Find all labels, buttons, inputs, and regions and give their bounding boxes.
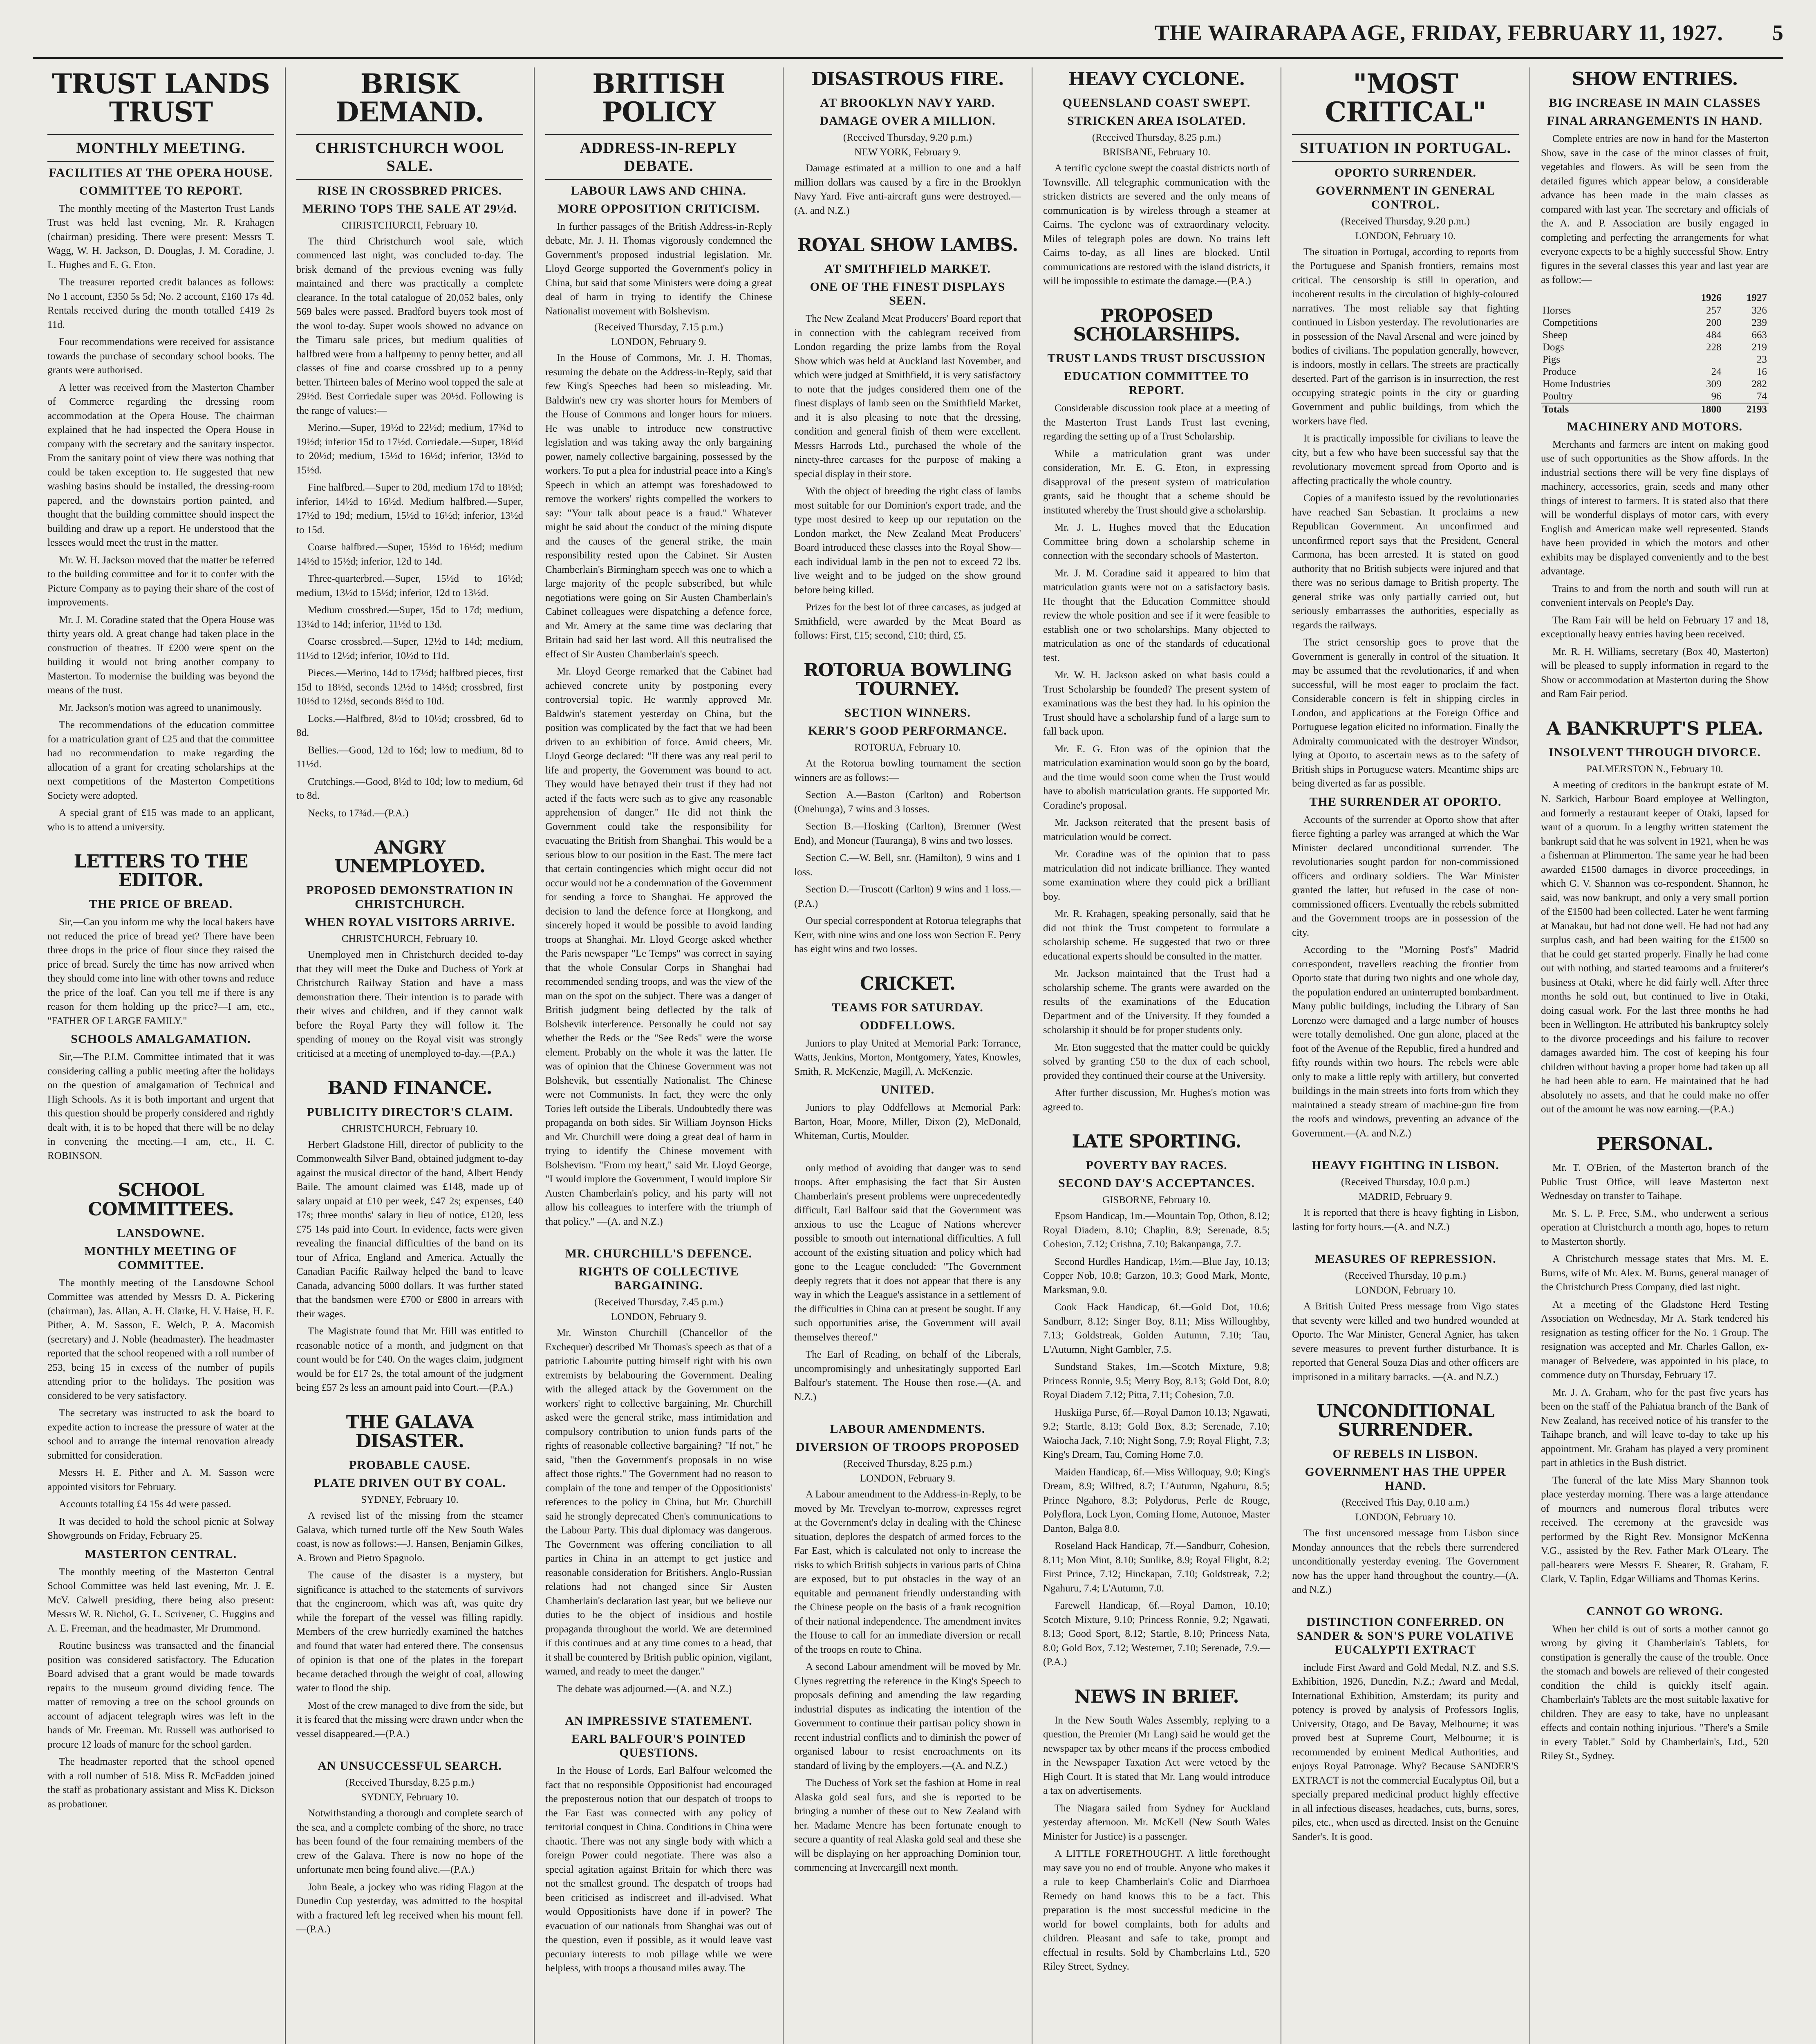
paragraph: In the New South Wales Assembly, replying to a question, the Premier (Mr Lang) said he would get the newspaper tax by other means if the process embodied in the Newspaper Taxation Act were vetoed by the High Court. It is stated that Mr. Lang would introduce a tax on advertisements. — [1043, 1715, 1270, 1797]
paragraph: The Magistrate found that Mr. Hill was entitled to reasonable notice of a month, and judgment on that count would be for £40. On the wages claim, judgment would be for £17 2s, the total amount of the judgment being £57 2s less an amount paid into Court.—(P.A.) — [296, 1326, 523, 1394]
dateline: SYDNEY, February 10. — [361, 1494, 459, 1506]
dateline: GISBORNE, February 10. — [1102, 1195, 1211, 1206]
paragraph: Huskiiga Purse, 6f.—Royal Damon 10.13; Ngawati, 9.2; Startle, 8.13; Gold Box, 8.3; Serenade, 7.10; Waiocha Jack, 7.10; Night Song, 7.9; Royal Flight, 7.3; King's Dream, Tau, Coming Home 7.0. — [1043, 1407, 1270, 1461]
article-letters — [47, 852, 274, 1163]
paragraph: The secretary was instructed to ask the board to expedite action to increase the pressure of water at the school and to arrange the internal renovation already submitted for consideration. — [47, 1407, 274, 1461]
deck: DIVERSION OF TROOPS PROPOSED — [795, 1440, 1020, 1454]
paragraph: After further discussion, Mr. Hughes's motion was agreed to. — [1043, 1087, 1270, 1113]
paragraph: Necks, to 17¾d.—(P.A.) — [308, 807, 409, 819]
table-row — [1541, 354, 1769, 366]
paragraph: Mr. J. A. Graham, who for the past five years has been on the staff of the Pahiatua branch of the Bank of New Zealand, has received notice of his transfer to the Taihape branch, and will leave to-day to take up his appointment. Mr. Graham has played a very prominent part in athletics in the Bush district. — [1541, 1387, 1769, 1469]
table-cell: 2193 — [1723, 403, 1769, 416]
article-cricket — [794, 975, 1021, 1143]
headline: SCHOOL COMMITTEES. — [88, 1180, 234, 1220]
article-late-sporting — [1043, 1132, 1270, 1670]
table-cell: 484 — [1706, 329, 1722, 341]
paragraph: It was decided to hold the school picnic at Solway Showgrounds on Friday, February 25. — [47, 1516, 274, 1542]
deck: AT SMITHFIELD MARKET. — [824, 262, 991, 276]
headline: PROPOSED SCHOLARSHIPS. — [1073, 305, 1240, 345]
paragraph: Fine halfbred.—Super to 20d, medium 17d to 18½d; inferior, 14½d to 16½d. Medium halfbred.—Super, 17½d to 19d; medium, 15½d to 16½d; inferior, 13½d to 15d. — [296, 482, 523, 536]
paragraph: It is reported that there is heavy fighting in Lisbon, lasting for forty hours.—(A. and N.Z.) — [1292, 1207, 1519, 1233]
paragraph: Sir,—Can you inform me why the local bakers have not reduced the price of bread yet? There have been three drops in the price of flour since they raised the price of bread. Surely the time has now arrived when they should come into line with other towns and reduce the price of the loaf. Can you tell me if there is any reason for them holding up the price?—I am, etc., "FATHER OF LARGE FAMILY." — [47, 917, 274, 1026]
paragraph: Mr. S. L. P. Free, S.M., who underwent a serious operation at Christchurch a month ago, hopes to return to Masterton shortly. — [1541, 1208, 1769, 1247]
received-time: (Received This Day, 0.10 a.m.) — [1341, 1497, 1469, 1508]
paragraph: Messrs H. E. Pither and A. M. Sasson were appointed visitors for February. — [47, 1467, 274, 1493]
deck: AT BROOKLYN NAVY YARD. — [820, 96, 995, 110]
received-time: (Received Thursday, 10.0 p.m.) — [1341, 1177, 1470, 1188]
paragraph: Crutchings.—Good, 8½d to 10d; low to medium, 6d to 8d. — [296, 776, 523, 802]
paragraph: When her child is out of sorts a mother cannot go wrong by giving it Chamberlain's Tablets, for constipation is generally the cause of the trouble. Once the stomach and bowels are relieved of their congested condition the child is quickly itself again. Chamberlain's Tablets are the most suitable laxative for children. They are easy to take, have no unpleasant effects and contain nothing injurious. "There's a Smile in every Tablet." Sold by Chamberlain's, Ltd., 520 Riley St., Sydney. — [1541, 1623, 1769, 1762]
table-cell: Pigs — [1543, 354, 1561, 365]
headline: AN UNSUCCESSFUL SEARCH. — [318, 1759, 502, 1773]
table-cell: 23 — [1757, 354, 1767, 365]
newspaper-title: THE WAIRARAPA AGE, FRIDAY, FEBRUARY 11, 1927. — [1154, 20, 1723, 45]
paragraph: Juniors to play United at Memorial Park: Torrance, Watts, Jenkins, Morton, Montgomery, Yates, Knowles, Smith, R. McKenzie, Magill, A. McKenzie. — [794, 1038, 1021, 1077]
article-trust-lands — [47, 70, 274, 834]
headline: CRICKET. — [860, 973, 956, 994]
article-measures-of-repression — [1292, 1252, 1519, 1384]
deck: SCHOOLS AMALGAMATION. — [71, 1032, 251, 1046]
paragraph: Mr. Winston Churchill (Chancellor of the Exchequer) described Mr Thomas's speech as that of a patriotic Labourite putting himself right with his own extremists by belabouring the Government. Dealing with the alleged attack by the Government on the workers' right to collective bargaining, Mr. Churchill asked were the general strike, mass intimidation and compulsory contribution to union funds parts of the rights of reasonable collective bargaining? "If not," he said, "then the Government's proposals in no wise affect those rights." The Government had no reason to complain of the tone and temper of the Oppositionists' references to the policy in China, but Mr. Churchill said he strongly deprecated Chen's communications to the Labour Party. This dual diplomacy was dangerous. The Government was offering conciliation to all parties in China in an attempt to get justice and reasonable consideration for Britishers. Anglo-Russian relations had not changed since Sir Austen Chamberlain's declaration last year, but we believe our duties to be the object of insidious and hostile propaganda throughout the world. We are determined if this continues and at any time comes to a head, that it shall be countered by British public opinion, vigilant, warned, and ready to meet the danger." — [545, 1327, 772, 1677]
table-header-cell: 1927 — [1747, 292, 1767, 303]
deck: STRICKEN AREA ISOLATED. — [1067, 114, 1246, 128]
deck: EARL BALFOUR'S POINTED QUESTIONS. — [571, 1732, 746, 1760]
paragraph: The third Christchurch wool sale, which commenced last night, was concluded to-day. The brisk demand of the previous evening was fully maintained and there was practically a complete clearance. In the total catalogue of 20,052 bales, only 569 bales were passed. Bradford buyers took most of the wool to-day. Super wools showed no advance on the Timaru sale prices, but medium qualities of halfbred were from a halfpenny to penny better, and all classes of fine and coarse crossbred up to a penny better. Thirteen bales of Merino wool topped the sale at 29½d. Best Corriedale super was 20½d. Following is the range of values:— — [296, 235, 523, 416]
dateline: LONDON, February 9. — [611, 1311, 707, 1323]
paragraph: A LITTLE FORETHOUGHT. A little forethought may save you no end of trouble. Anyone who makes it a rule to keep Chamberlain's Colic and Diarrhoea Remedy on hand knows this to be a fact. This preparation is the most successful medicine in the world for bowel complaints, both for adults and children. Pleasant and safe to take, prompt and effectual in results. Sold by Chamberlains Ltd., 520 Riley Street, Sydney. — [1043, 1848, 1270, 1972]
headline: HEAVY CYCLONE. — [1068, 69, 1245, 90]
paragraph: Herbert Gladstone Hill, director of publicity to the Commonwealth Silver Band, obtained judgment to-day against the musical director of the band, Albert Hendy Baile. The amount claimed was £148, made up of salary unpaid at £10 per week, £47 2s; expenses, £40 17s; three months' salary in lieu of notice, £120, less £75 14s paid into Court. In evidence, facts were given revealing the financial difficulties of the band on its tour of Africa, England and America. Actually the Canadian Pacific Railway helped the band to leave Canada, advancing 5000 dollars. It was further stated that the bandsmen were £700 or £800 in arrears with their wages. — [296, 1139, 523, 1320]
table-cell: Horses — [1543, 305, 1571, 316]
headline: MR. CHURCHILL'S DEFENCE. — [565, 1247, 752, 1261]
paragraph: A second Labour amendment will be moved by Mr. Clynes regretting the reference in the King's Speech to proposals defining and amending the law regarding industrial disputes as indicating the intention of the Government to continue their partisan policy shown in recent industrial conflicts and to diminish the power of organised labour to resist encroachments on its standard of living by the employers.—(A. and N.Z.) — [794, 1661, 1021, 1771]
deck: COMMITTEE TO REPORT. — [79, 184, 243, 197]
paragraph: Mr. Jackson's motion was agreed to unanimously. — [59, 702, 262, 713]
paragraph: The Niagara sailed from Sydney for Auckland yesterday afternoon. Mr. McKell (New South Wales Minister for Justice) is a passenger. — [1043, 1802, 1270, 1842]
dateline: LONDON, February 9. — [860, 1473, 956, 1484]
article-unsuccessful-search — [296, 1759, 523, 1937]
paragraph: Mr. Lloyd George remarked that the Cabinet had achieved concrete unity by postponing every controversial topic. He warmly approved Mr. Baldwin's statement yesterday on China, but the position was complicated by the fact that we had been driven to an exhibition of force. Amid cheers, Mr. Lloyd George declared: "If there was any real peril to life and property, the Government was bound to act. They would have betrayed their trust if they had not acted if the facts were such as to give any reasonable apprehension of danger." He did not think the Government could take the responsibility for evacuating the British from Shanghai. This would be a serious blow to our position in the East. The mere fact that certain contingencies which might occur did not occur would not be a condemnation of the Government for sending a force to Shanghai. He approved the decision to land the defence force at Hongkong, and sincerely hoped it would be possible to avoid landing troops at Shanghai. Mr. Lloyd George asked whether the Paris newspaper "Le Temps" was correct in saying that the whole Consular Corps in Shanghai had recommended sending troops, and was the view of the man on the spot on the subject. There was a danger of British judgment being deflected by the talk of Bolshevik interference. Personally he could not say whether the Reds or the "See Reds" were the worse element. Probably on the whole it was the latter. He was of opinion that the Chinese Government was not Bolshevik, but essentially Nationalist. The Chinese were not Communists. In fact, they were the only Tories left outside the Liberals. Undoubtedly there was propaganda on both sides. Sir William Joynson Hicks and Mr. Churchill were doing a great deal of harm in trying to identify the Chinese movement with Bolshevism. "From my heart," said Mr. Lloyd George, "I would implore the Government, I would implore Sir Austen Chamberlain's policy, and his party will not allow his colleagues to interfere with the triumph of that policy." —(A. and N.Z.) — [545, 666, 772, 1227]
deck: EDUCATION COMMITTEE TO REPORT. — [1064, 370, 1249, 397]
table-row — [1541, 341, 1769, 354]
paragraph: Damage estimated at a million to one and a half million dollars was caused by a fire in the Brooklyn Navy Yard. Five anti-aircraft guns were destroyed.—(A. and N.Z.) — [794, 163, 1021, 216]
table-cell: 282 — [1751, 378, 1767, 390]
paragraph: Prizes for the best lot of three carcases, as judged at Smithfield, were awarded by the Meat Board as follows: First, £15; second, £10; third, £5. — [794, 602, 1021, 641]
deck: OPORTO SURRENDER. — [1334, 166, 1477, 179]
table-cell: 200 — [1706, 317, 1722, 328]
received-time: (Received Thursday, 9.20 p.m.) — [843, 132, 972, 143]
table-cell: 96 — [1711, 390, 1722, 402]
deck: GOVERNMENT IN GENERAL CONTROL. — [1316, 184, 1495, 211]
article-royal-show-lambs — [794, 236, 1021, 643]
paragraph: A Christchurch message states that Mrs. M. E. Burns, wife of Mr. Alex. M. Burns, general manager of the Christchurch Press Company, died last night. — [1541, 1253, 1769, 1293]
deck: OF REBELS IN LISBON. — [1332, 1447, 1478, 1461]
paragraph: Unemployed men in Christchurch decided to-day that they will meet the Duke and Duchess of York at Christchurch Railway Station and have a mass demonstration there. Their intention is to parade with their wives and children, and if they cannot walk before the Royal Party they will follow it. The spending of money on the Royal visit was strongly criticised at a meeting of unemployed to-day.—(P.A.) — [296, 949, 523, 1059]
headline: UNCONDITIONAL SURRENDER. — [1317, 1401, 1494, 1441]
dateline: LONDON, February 10. — [1355, 1285, 1456, 1296]
dateline: LONDON, February 10. — [1355, 230, 1456, 242]
deck: LANSDOWNE. — [117, 1226, 205, 1240]
article-angry-unemployed — [296, 838, 523, 1061]
paragraph: At a meeting of the Gladstone Herd Testing Association on Wednesday, Mr A. Stark tendered his resignation as testing officer for the No. 1 Group. The resignation was accepted and Mr. Charles Gallon, ex-manager of Belvedere, was appointed in his place, to commence duty on Thursday, February 17. — [1541, 1299, 1769, 1381]
paragraph: A terrific cyclone swept the coastal districts north of Townsville. All telegraphic communication with the stricken districts are severed and the only means of communication is by wireless through a steamer at Cairns. The cyclone was of extraordinary velocity. Miles of telegraph poles are down. No trains left Cairns to-day, as all lines are blocked. Until communications are restored with the island districts, it will be impossible to estimate the damage.—(P.A.) — [1043, 163, 1270, 287]
paragraph: Coarse crossbred.—Super, 12½d to 14d; medium, 11½d to 12½d; inferior, 10½d to 11d. — [296, 636, 523, 661]
article-show-entries — [1541, 70, 1769, 702]
paragraph: Mr. R. H. Williams, secretary (Box 40, Masterton) will be pleased to supply information in regard to the Show or accommodation at Masterton during the Show and Ram Fair period. — [1541, 646, 1769, 700]
paragraph: Merino.—Super, 19½d to 22½d; medium, 17¾d to 19½d; inferior 15d to 17½d. Corriedale.—Super, 18¼d to 20½d; medium, 15½d to 16½d; inferior, 13½d to 15½d. — [296, 422, 523, 476]
paragraph: Juniors to play Oddfellows at Memorial Park: Barton, Hoar, Moore, Miller, Dixon (2), McDonald, Whiteman, Curtis, Moulder. — [794, 1102, 1021, 1142]
masthead — [33, 8, 1783, 59]
paragraph: only method of avoiding that danger was to send troops. After emphasising the fact that Sir Austen Chamberlain's present problems were unprecedentedly difficult, Earl Balfour said that the Government was anxious to use the League of Nations wherever possible to smooth out international difficulties. A full account of the existing situation and policy which had gone to the League concluded: "The Government deeply regrets that it does not appear that there is any way in which the League's assistance in a settlement of the difficulties in China can at present be sought. If any such opportunities arise, the Government will avail themselves thereof." — [794, 1162, 1021, 1343]
deck: GOVERNMENT HAS THE UPPER HAND. — [1305, 1465, 1506, 1493]
dateline: MADRID, February 9. — [1358, 1191, 1453, 1203]
headline: THE GALAVA DISASTER. — [346, 1412, 474, 1452]
advertisement-cannot-go-wrong — [1541, 1605, 1769, 1764]
table-cell: 309 — [1706, 378, 1722, 390]
paragraph: Accounts totalling £4 15s 4d were passed. — [59, 1499, 231, 1510]
article-labour-amendments — [794, 1422, 1021, 1875]
dateline: CHRISTCHURCH, February 10. — [341, 220, 478, 231]
headline: BRISK DEMAND. — [336, 68, 484, 128]
paragraph: While a matriculation grant was under consideration, Mr. E. G. Eton, in expressing disapproval of the present system of matriculation grants, said he thought that a scheme should be instituted whereby the Trust should give a scholarship. — [1043, 448, 1270, 516]
table-row — [1541, 305, 1769, 317]
paragraph: Farewell Handicap, 6f.—Royal Damon, 10.10; Scotch Mixture, 9.10; Princess Ronnie, 9.2; Ngawati, 8.13; Good Sport, 8.12; Startle, 8.10; Princess Nata, 8.0; Gold Box, 7.12; Westerner, 7.10; Serenade, 7.9.—(P.A.) — [1043, 1600, 1270, 1668]
paragraph: Medium crossbred.—Super, 15d to 17d; medium, 13¼d to 14d; inferior, 11½d to 13d. — [296, 605, 523, 630]
paragraph: Complete entries are now in hand for the Masterton Show, save in the case of the minor classes of fruit, vegetables and flowers. As will be seen from the detailed figures which appear below, a considerable advance has been made in the main classes as compared with last year. The secretary and officials of the A. and P. Association are busily engaged in completing and perfecting the arrangements for what everyone expects to be a highly successful Show. Entry figures in the several classes this year and last year are as follow:— — [1541, 133, 1769, 286]
received-time: (Received Thursday, 9.20 p.m.) — [1341, 215, 1470, 227]
headline: BRITISH POLICY — [592, 68, 725, 128]
table-cell: 16 — [1757, 366, 1767, 377]
paragraph: A revised list of the missing from the steamer Galava, which turned turtle off the New South Wales coast, is now as follows:—J. Hansen, Benjamin Gilkes, A. Brown and Pietro Spagnolo. — [296, 1510, 523, 1564]
table-row — [1541, 329, 1769, 341]
subhead: MONTHLY MEETING. — [47, 134, 274, 162]
table-row — [1541, 366, 1769, 378]
deck: FINAL ARRANGEMENTS IN HAND. — [1547, 114, 1763, 128]
table-cell: 1800 — [1677, 403, 1723, 416]
paragraph: A British United Press message from Vigo states that seventy were killed and two hundred wounded at Oporto. The War Minister, General Agnier, has taken severe measures to prevent further disturbance. It is reported that General Souza Dias and other officers are imprisoned in a military barracks. —(A. and N.Z.) — [1292, 1301, 1519, 1383]
deck: MASTERTON CENTRAL. — [85, 1547, 237, 1561]
article-proposed-scholarships — [1043, 307, 1270, 1114]
paragraph: Section C.—W. Bell, snr. (Hamilton), 9 wins and 1 loss. — [794, 852, 1021, 878]
paragraph: Sir,—The P.I.M. Committee intimated that it was considering calling a public meeting after the holidays on the question of amalgamation of Technical and High Schools. As it is both important and urgent that this question should be properly considered and rightly dealt with, it is to be hoped that there will be no delay in convening the meeting.—I am, etc., H. C. ROBINSON. — [47, 1051, 274, 1161]
column-1 — [37, 67, 286, 2044]
headline: SHOW ENTRIES. — [1572, 69, 1738, 90]
deck: DAMAGE OVER A MILLION. — [820, 114, 996, 128]
paragraph: The situation in Portugal, according to reports from the Portuguese and Spanish frontiers, remains most critical. The censorship is still in operation, and incoherent results in the circulation of highly-coloured narratives. The most reliable say that fighting continued in Lisbon yesterday. The revolutionaries are in possession of the Naval Arsenal and were joined by bodies of civilians. The population generally, however, is indoors, mostly in cellars. The streets are practically deserted. Part of the garrison is in insurrection, the rest occupying strategic points in the city or guarding Government and public buildings, from which the workers have fled. — [1292, 246, 1519, 427]
paragraph: Mr. J. L. Hughes moved that the Education Committee bring down a scholarship scheme in connection with the secondary schools of Masterton. — [1043, 522, 1270, 562]
deck: MONTHLY MEETING OF COMMITTEE. — [84, 1244, 237, 1272]
paragraph: The treasurer reported credit balances as follows: No 1 account, £350 5s 5d; No. 2 account, £160 17s 4d. Rentals received during the month totalled £419 2s 11d. — [47, 277, 274, 330]
paragraph: It is practically impossible for civilians to leave the city, but a few who have been successful say that the revolutionary movement spread from Oporto and is affecting practically the whole country. — [1292, 433, 1519, 486]
column-2 — [286, 67, 535, 2044]
paragraph: Mr. Eton suggested that the matter could be quickly solved by granting £50 to the dux of each school, provided they continued their course at the University. — [1043, 1042, 1270, 1081]
article-unconditional-surrender — [1292, 1402, 1519, 1597]
paragraph: The debate was adjourned.—(A. and N.Z.) — [557, 1683, 732, 1694]
paragraph: A meeting of creditors in the bankrupt estate of M. N. Sarkich, Harbour Board employee at Wellington, and formerly a restaurant keeper of Otaki, lapsed for want of a quorum. In a lengthy written statement the bankrupt said that he was solvent in 1921, when he was a fisherman at Plimmerton. The same year he had been awarded £1500 damages in divorce proceedings, in which G. V. Shannon was co-respondent. Shannon, he said, was now bankrupt, and only a very small portion of the £1500 had been collected. Later he went farming at Manakau, but had not done well. He had not had any surplus cash, and had been waiting for the £1500 so that he could get started properly. Finally he had come out with nothing, and started tearooms and a fruiterer's business at Otaki, where he did fairly well. After three months he sold out, but continued to live in Otaki, doing casual work. For the last three months he had been in Wellington. He attributed his bankruptcy solely to the divorce proceedings and his failure to recover damages awarded him. The cost of keeping his four children without having a proper home had taken up all he had been able to earn. He maintained that he had absolutely no assets, and that he could make no offer out of the amount he was now earning.—(P.A.) — [1541, 779, 1769, 1115]
table-header-cell — [1541, 291, 1677, 305]
paragraph: The cause of the disaster is a mystery, but significance is attached to the statements of survivors that the engineroom, which was aft, was quite dry while the forepart of the vessel was filling rapidly. Members of the crew hurriedly examined the hatches and found that water had entered there. The consensus of opinion is that one of the plates in the forepart became detached through the weight of coal, allowing water to flood the ship. — [296, 1570, 523, 1694]
deck: QUEENSLAND COAST SWEPT. — [1062, 96, 1251, 110]
table-cell — [1677, 354, 1723, 366]
paragraph: John Beale, a jockey who was riding Flagon at the Dunedin Cup yesterday, was admitted to the hospital with a fractured left leg received when his mount fell.—(P.A.) — [296, 1881, 523, 1935]
table-cell: 228 — [1706, 341, 1722, 353]
paragraph: Routine business was transacted and the financial position was considered satisfactory. The Education Board advised that a grant would be made towards repairs to the museum ground dividing fence. The matter of removing a tree on the school grounds on account of adjacent telegraph wires was left in the hands of Mr. Freeman. Mr. Russell was authorised to procure 12 loads of manure for the school garden. — [47, 1640, 274, 1750]
table-row — [1541, 378, 1769, 390]
deck: RISE IN CROSSBRED PRICES. — [317, 184, 502, 197]
article-wool-sale — [296, 70, 523, 820]
table-cell: 239 — [1751, 317, 1767, 328]
headline: TRUST LANDS TRUST — [52, 68, 270, 128]
paragraph: include First Award and Gold Medal, N.Z. and S.S. Exhibition, 1926, Dunedin, N.Z.; Award and Medal, International Exhibition, Amsterdam; its purity and potency is proved by analysis of Professors Inglis, University, Otago, and De Bavay, Melbourne; it was proved best at Supreme Court, Melbourne; it is recommended by eminent Medical Authorities, and enjoys Royal Patronage. Why? Because SANDER'S EXTRACT is not the commercial Eucalyptus Oil, but a specially prepared medicinal product highly effective in all infectious diseases, headaches, cuts, burns, sores, piles, etc., when used as directed. Insist on the Genuine Sander's. It is good. — [1292, 1662, 1519, 1842]
deck: SECOND DAY'S ACCEPTANCES. — [1058, 1177, 1255, 1190]
deck: FACILITIES AT THE OPERA HOUSE. — [49, 166, 273, 179]
received-time: (Received Thursday, 10 p.m.) — [1345, 1270, 1466, 1282]
paragraph: Second Hurdles Handicap, 1½m.—Blue Jay, 10.13; Copper Nob, 10.8; Garzon, 10.3; Good Mark, Monte, Marksman, 9.0. — [1043, 1256, 1270, 1295]
paragraph: Section A.—Baston (Carlton) and Robertson (Onehunga), 7 wins and 3 losses. — [794, 789, 1021, 815]
table-row — [1541, 390, 1769, 403]
deck: MACHINERY AND MOTORS. — [1567, 419, 1743, 433]
subhead: ADDRESS-IN-REPLY DEBATE. — [545, 134, 772, 180]
headline: ROYAL SHOW LAMBS. — [797, 235, 1018, 256]
table-cell: Dogs — [1543, 341, 1564, 353]
deck: ONE OF THE FINEST DISPLAYS SEEN. — [810, 280, 1005, 308]
headline: AN IMPRESSIVE STATEMENT. — [565, 1714, 752, 1728]
paragraph: Trains to and from the north and south will run at convenient intervals on People's Day. — [1541, 583, 1769, 609]
table-total-row — [1541, 403, 1769, 416]
article-rotorua-bowling — [794, 661, 1021, 957]
table-row — [1541, 317, 1769, 329]
paragraph: The monthly meeting of the Lansdowne School Committee was attended by Messrs D. A. Pickering (chairman), Jas. Allan, A. H. Clarke, H. V. Haise, H. E. Pither, A. M. Sasson, E. Welch, P. A. Macomish (secretary) and J. Noble (headmaster). The headmaster reported that the school reopened with a roll number of 253, being 15 in excess of the number of pupils attending prior to the holidays. The position was considered to be very satisfactory. — [47, 1277, 274, 1401]
dateline: PALMERSTON N., February 10. — [1586, 763, 1723, 775]
table-cell: Poultry — [1543, 390, 1573, 402]
paragraph: Pieces.—Merino, 14d to 17½d; halfbred pieces, first 15d to 18½d, seconds 12½d to 14½d; crossbred, first 10½d to 12½d, seconds 8½d to 10d. — [296, 668, 523, 707]
received-time: (Received Thursday, 7.15 p.m.) — [594, 322, 723, 333]
article-news-in-brief — [1043, 1688, 1270, 1974]
paragraph: Sundstand Stakes, 1m.—Scotch Mixture, 9.8; Princess Ronnie, 9.5; Merry Boy, 8.13; Gold Dot, 8.0; Royal Diadem 7.12; Pitta, 7.11; Cohesion, 7.0. — [1043, 1361, 1270, 1401]
received-time: (Received Thursday, 8.25 p.m.) — [843, 1458, 972, 1470]
deck: SECTION WINNERS. — [844, 706, 971, 720]
paragraph: Merchants and farmers are intent on making good use of such opportunities as the Show affords. In the industrial sections there will be very fine displays of machinery, accessories, grain, seeds and many other things of interest to farmers. It is stated also that there will be wonderful displays of motor cars, with every English and American make well represented. Stands have been provided in which the motors and other exhibits may be displayed conveniently and to the best advantage. — [1541, 439, 1769, 577]
paragraph: Section B.—Hosking (Carlton), Bremner (West End), and Moneur (Tauranga), 8 wins and two losses. — [794, 821, 1021, 846]
column-5 — [1032, 67, 1281, 2044]
table-cell: Produce — [1543, 366, 1576, 377]
paragraph: Mr. J. M. Coradine stated that the Opera House was thirty years old. A great change had taken place in the construction of theatres. If £200 were spent on the building it would not bring another company to Masterton. To modernise the building was beyond the means of the trust. — [47, 614, 274, 696]
paragraph: The monthly meeting of the Masterton Central School Committee was held last evening, Mr. J. E. McV. Calwell presiding, there being also present: Messrs W. R. Nichol, G. L. Scrivener, C. Huggins and A. E. Freeman, and the headmaster, Mr Drummond. — [47, 1566, 274, 1634]
paragraph: The monthly meeting of the Masterton Trust Lands Trust was held last evening, Mr. R. Krahagen (chairman) presiding. There were present: Messrs T. Wagg, W. H. Jackson, D. Douglas, J. M. Coradine, J. L. Hughes and E. G. Eton. — [47, 203, 274, 271]
deck: KERR'S GOOD PERFORMANCE. — [808, 724, 1007, 738]
headline: PERSONAL. — [1597, 1133, 1713, 1154]
paragraph: The New Zealand Meat Producers' Board report that in connection with the cablegram received from London regarding the prize lambs from the Royal Show which was held at Auckland last November, and which were judged at Smithfield, it is very satisfactory to note that the judges considered them one of the finest displays of lamb seen on the Smithfield Market, and it is also pleasing to note that the dressing, condition and general finish of them were excellent. Messrs Harrods Ltd., purchased the whole of the ninety-three carcases for the purpose of making a special display in their store. — [794, 313, 1021, 480]
article-british-policy — [545, 70, 772, 1229]
paragraph: Notwithstanding a thorough and complete search of the sea, and a complete combing of the shore, no trace has been found of the four remaining members of the crew of the Galava. There is now no hope of the unfortunate men being found alive.—(P.A.) — [296, 1808, 523, 1876]
deck: PROBABLE CAUSE. — [349, 1458, 470, 1472]
article-bankrupts-plea — [1541, 719, 1769, 1117]
dateline: NEW YORK, February 9. — [854, 147, 961, 158]
table-cell: 74 — [1757, 390, 1767, 402]
paragraph: Mr. E. G. Eton was of the opinion that the matriculation examination would soon go by the board, and the time would soon come when the Trust would have to abolish matriculation grants. He supported Mr. Coradine's proposal. — [1043, 743, 1270, 811]
paragraph: Mr. T. O'Brien, of the Masterton branch of the Public Trust Office, will leave Masterton next Wednesday on transfer to Taihape. — [1541, 1162, 1769, 1202]
deck: INSOLVENT THROUGH DIVORCE. — [1548, 745, 1761, 759]
paragraph: According to the "Morning Post's" Madrid correspondent, travellers reaching the frontier from Oporto state that during two nights and one whole day, the population endured an uninterrupted bombardment. Many public buildings, including the Library of San Lorenzo were damaged and a large number of houses were totally demolished. One gun alone, placed at the foot of the Avenue of the Republic, fired a hundred and fifty rounds within two hours. The rebels were able only to make a little reply with artillery, but converted buildings in the main streets into forts from which they maintained a steady stream of machine-gun fire from the roofs and windows, preventing an advance of the Government.—(A. and N.Z.) — [1292, 944, 1519, 1139]
column-3 — [535, 67, 784, 2044]
deck: PROPOSED DEMONSTRATION IN CHRISTCHURCH. — [306, 883, 513, 911]
article-impressive-statement — [545, 1714, 772, 1976]
headline: MEASURES OF REPRESSION. — [1314, 1252, 1496, 1266]
deck: THE PRICE OF BREAD. — [89, 897, 233, 911]
dateline: SYDNEY, February 10. — [361, 1792, 459, 1803]
deck: PUBLICITY DIRECTOR'S CLAIM. — [307, 1105, 513, 1119]
advertisement-sanders — [1292, 1615, 1519, 1845]
deck: THE SURRENDER AT OPORTO. — [1309, 795, 1502, 809]
paragraph: Accounts of the surrender at Oporto show that after fierce fighting a parley was arranged at which the War Minister declared unconditional surrender. The revolutionaries sought pardon for non-commissioned officers and ordinary soldiers. The War Minister granted the latter, but refused in the case of non-commissioned officers. Eventually the rebels submitted and the Government troops are in possession of the city. — [1292, 814, 1519, 938]
table-cell: 24 — [1711, 366, 1722, 377]
paragraph: Coarse halfbred.—Super, 15½d to 16½d; medium 14½d to 15½d; inferior, 12d to 14d. — [296, 542, 523, 567]
headline: ROTORUA BOWLING TOURNEY. — [803, 659, 1012, 700]
table-cell: 326 — [1751, 305, 1767, 316]
headline: LABOUR AMENDMENTS. — [830, 1422, 985, 1436]
paragraph: Mr. W. H. Jackson moved that the matter be referred to the building committee and for it to confer with the Picture Company as to paying their share of the cost of improvements. — [47, 554, 274, 608]
headline: LATE SPORTING. — [1072, 1131, 1241, 1152]
paragraph: Mr. Jackson maintained that the Trust had a scholarship scheme. The grants were awarded on the results of the examinations of the Education Department and of the University. If they founded a scholarship it should be for proper students only. — [1043, 968, 1270, 1036]
deck: LABOUR LAWS AND CHINA. — [571, 184, 746, 197]
headline: LETTERS TO THE EDITOR. — [74, 851, 248, 891]
table-cell: Totals — [1541, 403, 1677, 416]
paragraph: Mr. Coradine was of the opinion that to pass matriculation did not indicate brilliance. They wanted some examination where they could pick a brilliant boy. — [1043, 849, 1270, 902]
paragraph: A special grant of £15 was made to an applicant, who is to attend a university. — [47, 807, 274, 833]
deck: ODDFELLOWS. — [860, 1018, 956, 1032]
dateline: LONDON, February 9. — [611, 336, 707, 348]
article-galava — [296, 1413, 523, 1741]
article-band-finance — [296, 1079, 523, 1395]
deck: BIG INCREASE IN MAIN CLASSES — [1549, 96, 1761, 110]
column-6 — [1281, 67, 1530, 2044]
column-4 — [784, 67, 1032, 2044]
dateline: BRISBANE, February 10. — [1102, 147, 1211, 158]
article-most-critical — [1292, 70, 1519, 1141]
columns — [37, 67, 1779, 2044]
paragraph: Mr. J. M. Coradine said it appeared to him that matriculation grants were not on a satisfactory basis. He thought that the Education Committee should review the whole position and see if it were feasible to establish one or two scholarships. Many objected to matriculation as one of the standards of educational test. — [1043, 567, 1270, 663]
paragraph: Considerable discussion took place at a meeting of the Masterton Trust Lands Trust last evening, regarding the setting up of a Trust Scholarship. — [1043, 403, 1270, 442]
received-time: (Received Thursday, 7.45 p.m.) — [594, 1297, 723, 1308]
paragraph: Locks.—Halfbred, 8½d to 10½d; crossbred, 6d to 8d. — [296, 713, 523, 739]
paragraph: Copies of a manifesto issued by the revolutionaries have reached San Sebastian. It proclaims a new Republican Government. An unconfirmed and unconfirmed report says that the President, General Carmona, has been arrested. It is stated on good authority that no British subjects were injured and that there was no serious damage to British property. The general strike was only partially carried out, but seriously embarrasses the authorities, especially as regards the railways. — [1292, 493, 1519, 631]
article-heavy-fighting-lisbon — [1292, 1159, 1519, 1234]
paragraph: In the House of Commons, Mr. J. H. Thomas, resuming the debate on the Address-in-Reply, said that few King's Speeches had been so misleading. Mr. Baldwin's new cry was shorter hours for Members of the House of Commons and longer hours for miners. He was unable to introduce new constructive legislation and was taking away the only bargaining power, namely collective bargaining, possessed by the workers. To put a plea for industrial peace into a King's Speech in which an attempt was foreshadowed to remove the workers' rights compelled the workers to say: "Your talk about peace is a fraud." Whatever might be said about the conduct of the mining dispute and the causes of the general strike, the main responsibility rested upon the Cabinet. Sir Austen Chamberlain's Birmingham speech was one to which a large majority of the people subscribed, but while negotiations were going on Sir Austen Chamberlain's Cabinet colleagues were dispatching a defence force, and Mr. Amery at the same time was declaring that Britain had said her last word. All this neutralised the effect of Sir Austen Chamberlain's speech. — [545, 352, 772, 660]
table-header — [1541, 291, 1769, 305]
lead-paragraph: In further passages of the British Address-in-Reply debate, Mr. J. H. Thomas vigorously condemned the Government's proposed industrial legislation. Mr. Lloyd George supported the Government's policy in China, but said that some Ministers were doing a great deal of harm in trying to identify the Chinese Nationalist movement with Bolshevism. — [545, 221, 772, 317]
deck: MORE OPPOSITION CRITICISM. — [557, 202, 760, 215]
paragraph: The Duchess of York set the fashion at Home in real Alaska gold seal furs, and she is reported to be bringing a number of these out to New Zealand with her. Madame Mencre has been fortunate enough to secure a quantity of real Alaska gold seal and these she will be displaying on her approaching Dominion tour, commencing at Invercargill next month. — [794, 1777, 1021, 1874]
paragraph: Mr. R. Krahagen, speaking personally, said that he did not think the Trust competent to formulate a scholarship scheme. He suggested that two or three educational experts should be consulted in the matter. — [1043, 908, 1270, 962]
dateline: ROTORUA, February 10. — [854, 742, 961, 753]
dateline: CHRISTCHURCH, February 10. — [341, 1123, 478, 1134]
entries-table — [1541, 291, 1769, 416]
paragraph: Bellies.—Good, 12d to 16d; low to medium, 8d to 11½d. — [296, 744, 523, 770]
subhead: CHRISTCHURCH WOOL SALE. — [296, 134, 523, 180]
paragraph: The strict censorship goes to prove that the Government is generally in control of the situation. It may be assumed that the revolutionaries, if and when successful, will be most eager to proclaim the fact. Considerable concern is felt in shipping circles in London, and applications at the Foreign Office and Portuguese legation elicited no information. Finally the Admiralty communicated with the destroyer Windsor, lying at Oporto, to ascertain news as to the safety of British ships in Portuguese waters. Meantime ships are being diverted as far as possible. — [1292, 637, 1519, 789]
paragraph: Four recommendations were received for assistance towards the purchase of secondary school books. The grants were authorised. — [47, 336, 274, 376]
paragraph: At the Rotorua bowling tournament the section winners are as follows:— — [794, 758, 1021, 783]
deck: UNITED. — [880, 1083, 935, 1097]
deck: RIGHTS OF COLLECTIVE BARGAINING. — [578, 1265, 739, 1293]
article-personal — [1541, 1135, 1769, 1587]
headline: ANGRY UNEMPLOYED. — [334, 837, 486, 877]
paragraph: Our special correspondent at Rotorua telegraphs that Kerr, with nine wins and one loss won Section E. Perry has eight wins and two losses. — [794, 915, 1021, 955]
paragraph: A letter was received from the Masterton Chamber of Commerce regarding the dressing room accommodation at the Opera House. The chairman explained that he had inspected the Opera House in company with the secretary and the sanitary inspector. From the sanitary point of view there was nothing that could be taken exception to. He suggested that new washing basins should be installed, the dressing-room papered, and the downstairs portion painted, and thought that the building committee should inspect the building and draw up a report. He understood that the lessees would meet the trust in the matter. — [47, 382, 274, 549]
deck: TRUST LANDS TRUST DISCUSSION — [1047, 352, 1266, 365]
table-header-cell: 1926 — [1701, 292, 1722, 303]
paragraph: Mr. W. H. Jackson asked on what basis could a Trust Scholarship be founded? The present system of examinations was the best they had. In his opinion the Trust should have a scholarship fund of a large sum to fall back upon. — [1043, 670, 1270, 737]
article-disastrous-fire — [794, 70, 1021, 218]
table-cell: Competitions — [1543, 317, 1598, 328]
paragraph: The Earl of Reading, on behalf of the Liberals, uncompromisingly and unhesitatingly supported Earl Balfour's statement. The House then rose.—(A. and N.Z.) — [794, 1349, 1021, 1403]
paragraph: Roseland Hack Handicap, 7f.—Sandburr, Cohesion, 8.11; Mon Mint, 8.10; Sunlike, 8.9; Royal Flight, 8.2; First Prince, 7.12; Hinckapan, 7.10; Goldstreak, 7.2; Ngahuru, 7.4; L'Autumn, 7.0. — [1043, 1540, 1270, 1594]
paragraph: A Labour amendment to the Address-in-Reply, to be moved by Mr. Trevelyan to-morrow, expresses regret at the Government's delay in dealing with the Chinese situation, deplores the despatch of armed forces to the Far East, which is calculated not only to increase the risks to which British subjects in various parts of China are exposed, but to put obstacles in the way of an equitable and permanent friendly understanding with the Chinese people on the basis of a frank recognition of their national independence. The amendment invites the House to call for an immediate diversion or recall of the troops en route to China. — [794, 1489, 1021, 1655]
dateline: CHRISTCHURCH, February 10. — [341, 933, 478, 945]
paragraph: Section D.—Truscott (Carlton) 9 wins and 1 loss.—(P.A.) — [794, 884, 1021, 909]
deck: PLATE DRIVEN OUT BY COAL. — [313, 1476, 506, 1490]
headline: DISTINCTION CONFERRED. ON SANDER & SON'S PURE VOLATIVE EUCALYPTI EXTRACT — [1297, 1615, 1514, 1656]
subhead: SITUATION IN PORTUGAL. — [1292, 134, 1519, 162]
paragraph: Epsom Handicap, 1m.—Mountain Top, Othon, 8.12; Royal Diadem, 8.10; Chaplin, 8.9; Serenade, 8.5; Cohesion, 7.12; Crishna, 7.10; Bakanpanga, 7.7. — [1043, 1210, 1270, 1250]
paragraph: The funeral of the late Miss Mary Shannon took place yesterday morning. There was a large attendance of mourners and numerous floral tributes were received. The ceremony at the graveside was performed by the Right Rev. Monsignor McKenna V.G., assisted by the Rev. Father Mark O'Leary. The pall-bearers were Messrs F. Shearer, R. Graham, F. Clark, V. Taplin, Edgar Williams and Thomas Kerins. — [1541, 1475, 1769, 1585]
table-cell: 257 — [1706, 305, 1722, 316]
paragraph: Maiden Handicap, 6f.—Miss Willoquay, 9.0; King's Dream, 8.9; Wilfred, 8.7; L'Autumn, Ngahuru, 8.5; Prince Ngahoro, 8.3; Polydorus, Perle de Rouge, Polyflora, Lock Lyon, Coming Home, Autonoe, Master Danton, Balga 8.0. — [1043, 1466, 1270, 1534]
article-churchill-defence — [545, 1247, 772, 1696]
paragraph: With the object of breeding the right class of lambs most suitable for our Dominion's export trade, and the type most desired to keep up our reputation on the London market, the New Zealand Meat Producers' Board introduced these classes into the Royal Show—each individual lamb in the pen not to exceed 72 lbs. live weight and to be judged on the show ground before being killed. — [794, 486, 1021, 596]
paragraph: Three-quarterbred.—Super, 15½d to 16½d; medium, 13½d to 15½d; inferior, 12d to 13½d. — [296, 573, 523, 598]
paragraph: The recommendations of the education committee for a matriculation grant of £25 and that the committee had no recommendation to make regarding the allocation of a grant for creating scholarships at the next competitions of the Masterton Competitions Society were adopted. — [47, 719, 274, 801]
headline: DISASTROUS FIRE. — [811, 69, 1004, 90]
paragraph: In the House of Lords, Earl Balfour welcomed the fact that no responsible Oppositionist had encouraged the preposterous notion that our despatch of troops to the Far East was connected with any policy of territorial conquest in China. Conditions in China were chaotic. There was not any single body with which a foreign Power could negotiate. There was also a special agitation against Britain for which there was not the smallest ground. The despatch of troops had been criticised as indiscreet and ill-advised. What would Oppositionists have done if in power? The evacuation of our nationals from Shanghai was out of the question, even if possible, as it would leave vast pecuniary interests to mob pillage while we were helpless, with troops a thousand miles away. The — [545, 1765, 772, 1974]
headline: CANNOT GO WRONG. — [1586, 1604, 1723, 1618]
headline: "MOST CRITICAL" — [1325, 68, 1486, 128]
headline: HEAVY FIGHTING IN LISBON. — [1312, 1159, 1499, 1172]
article-school-committees — [47, 1181, 274, 1811]
column-7 — [1530, 67, 1779, 2044]
received-time: (Received Thursday, 8.25 p.m.) — [345, 1777, 475, 1788]
paragraph: The Ram Fair will be held on February 17 and 18, exceptionally heavy entries having been received. — [1541, 614, 1769, 640]
deck: TEAMS FOR SATURDAY. — [832, 1000, 983, 1014]
deck: POVERTY BAY RACES. — [1086, 1159, 1227, 1172]
paragraph: Mr. Jackson reiterated that the present basis of matriculation would be correct. — [1043, 817, 1270, 843]
page-number: 5 — [1772, 20, 1783, 45]
deck: MERINO TOPS THE SALE AT 29½d. — [302, 202, 517, 215]
paragraph: Cook Hack Handicap, 6f.—Gold Dot, 10.6; Sandburr, 8.12; Singer Boy, 8.11; Miss Willoughby, 7.13; Goldstreak, Golden Autumn, 7.10; Tau, L'Autumn, Night Gambler, 7.5. — [1043, 1302, 1270, 1355]
article-balfour-continued — [794, 1161, 1021, 1405]
headline: NEWS IN BRIEF. — [1074, 1686, 1239, 1707]
table-cell: 219 — [1751, 341, 1767, 353]
table-cell: 663 — [1751, 329, 1767, 341]
deck: WHEN ROYAL VISITORS ARRIVE. — [305, 915, 515, 929]
dateline: LONDON, February 10. — [1355, 1512, 1456, 1523]
table-cell: Sheep — [1543, 329, 1568, 341]
paragraph: The first uncensored message from Lisbon since Monday announces that the rebels there surrendered unconditionally yesterday evening. The Government now has the upper hand throughout the country.—(A. and N.Z.) — [1292, 1528, 1519, 1596]
paragraph: Most of the crew managed to dive from the side, but it is feared that the missing were drawn under when the vessel disappeared.—(P.A.) — [296, 1700, 523, 1739]
paragraph: The headmaster reported that the school opened with a roll number of 518. Miss R. McFadden joined the staff as probationary assistant and Miss K. Dickson as probationer. — [47, 1756, 274, 1810]
article-heavy-cyclone — [1043, 70, 1270, 289]
received-time: (Received Thursday, 8.25 p.m.) — [1092, 132, 1221, 143]
table-cell: Home Industries — [1543, 378, 1610, 390]
headline: A BANKRUPT'S PLEA. — [1546, 718, 1763, 739]
headline: BAND FINANCE. — [327, 1078, 492, 1099]
